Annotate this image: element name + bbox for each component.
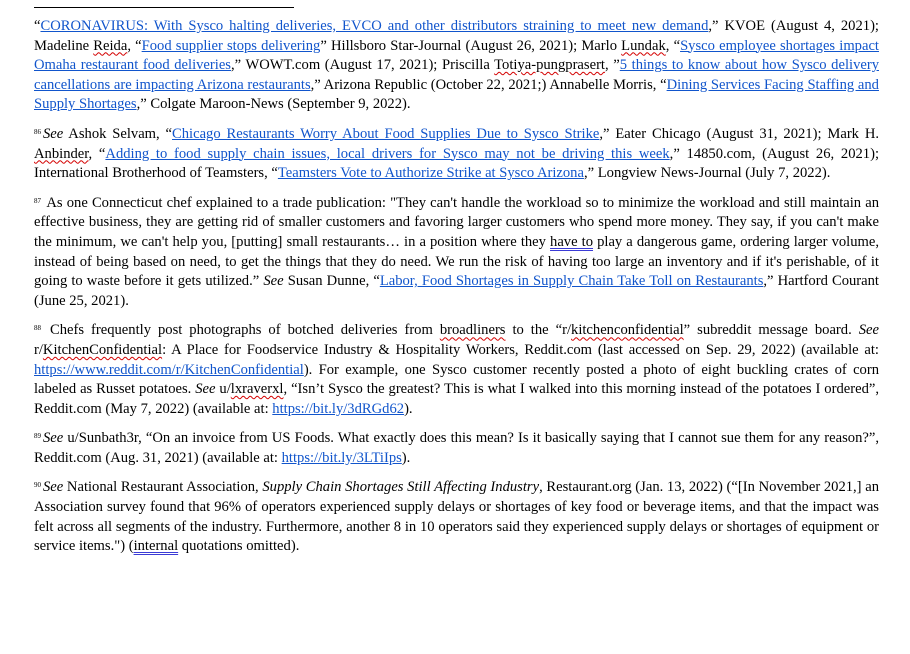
link[interactable]: Sysco employee shortages impact Omaha restaurant food deliveries [34, 37, 879, 74]
text: ,” 14850.com, (August 26, 2021); International Brotherhood of Teamsters, “ [34, 145, 880, 182]
link[interactable]: Chicago Restaurants Worry About Food Supplies Due to Sysco Strike [172, 125, 600, 142]
text: , Restaurant.org (Jan. 13, 2022) (“[In November 2021,] an Association survey found that 96% of operators experienced supply delays or shortages of key food or beverage items, and that the impact was felt across all segments of the industry. Furthermore, another 8 in 10 operators said they experienced supply delays or shortages of equipment or service items.") ( [34, 479, 879, 555]
text: ” subreddit message board. [683, 322, 859, 339]
text: ,” Longview News-Journal (July 7, 2022). [583, 165, 831, 182]
text: ). For example, one Sysco customer recently posted a photo of eight buckling crates of corn labeled as Russet potatoes. [34, 361, 879, 398]
text: Susan Dunne, “ [283, 273, 380, 290]
link[interactable]: https://bit.ly/3LTiIps [281, 449, 402, 466]
spell-flag: broadliners [439, 322, 506, 339]
grammar-flag: internal [133, 538, 179, 555]
footnote-88 [34, 321, 879, 419]
text: to the “r/ [505, 322, 572, 339]
text: “ [34, 18, 41, 34]
text: ). [404, 400, 413, 417]
link[interactable]: Food supplier stops delivering [141, 37, 321, 54]
footnote-90 [34, 478, 879, 556]
text: As one Connecticut chef explained to a trade publication: "They can't handle the workload so to minimize the workload and still maintain an effective business, they are getting rid of smaller customers and favoring larger customers who spend more money. They say, if you can't make the minimum, we can't help you, [putting] small restaurants… in a position where they [34, 194, 879, 250]
text: , “ [88, 145, 106, 162]
text: ,” WOWT.com (August 17, 2021); Priscilla [231, 57, 495, 74]
spell-flag: Lundak [621, 37, 666, 54]
footnote-87 [34, 194, 879, 312]
link[interactable]: Labor, Food Shortages in Supply Chain Take Toll on Restaurants [379, 273, 764, 290]
text: , ” [604, 57, 620, 74]
spell-flag: kitchenconfidential [571, 322, 684, 339]
text: u/Sunbath3r, “On an invoice from US Foods. What exactly does this mean? Is it basically saying that I cannot sue them for any reason?”, Reddit.com (Aug. 31, 2021) (available at: [34, 430, 879, 466]
signal-see: See [43, 430, 64, 447]
spell-flag: lxraverxl [230, 381, 284, 398]
text: ,” Arizona Republic (October 22, 2021;) Annabelle Morris, “ [310, 76, 667, 93]
text: , “ [665, 37, 681, 54]
footnote-85 [34, 17, 879, 115]
text: ,” KVOE (August 4, 2021); Madeline [34, 18, 879, 54]
text: play a dangerous game, ordering larger volume, instead of being based on need, to get the things that they do need. We run the risk of having too large an inventory and if it's perishable, of it going to waste before it gets utilized.” [34, 233, 879, 290]
footnote-number: 87 [34, 196, 41, 205]
article-title: Supply Chain Shortages Still Affecting Industry [262, 479, 540, 496]
footnote-number: 90 [34, 481, 41, 490]
text: Chefs frequently post photographs of botched deliveries from [43, 322, 440, 339]
text: ,” Colgate Maroon-News (September 9, 2022). [136, 96, 411, 113]
link[interactable]: https://www.reddit.com/r/KitchenConfidential [34, 361, 304, 378]
spell-flag: Totiya-pungprasert [494, 57, 605, 74]
footnote-number: 86 [34, 127, 41, 136]
footnote-89 [34, 429, 879, 468]
signal-see: See [195, 381, 216, 398]
text: Ashok Selvam, “ [63, 125, 173, 142]
footnotes [34, 17, 879, 567]
link[interactable]: 5 things to know about how Sysco delivery cancellations are impacting Arizona restaurants [34, 57, 879, 93]
footnote-number: 88 [34, 324, 41, 333]
link[interactable]: Adding to food supply chain issues, local drivers for Sysco may not be driving this week [105, 145, 670, 162]
text: quotations omitted). [178, 538, 300, 555]
signal-see: See [263, 273, 284, 290]
text: National Restaurant Association, [63, 479, 263, 496]
signal-see: See [43, 479, 64, 496]
footnote-86 [34, 125, 879, 184]
footnote-number: 89 [34, 432, 41, 441]
text: ” Hillsboro Star-Journal (August 26, 2021); Marlo [320, 37, 622, 54]
grammar-flag: have to [550, 233, 594, 250]
spell-flag: KitchenConfidential [42, 341, 163, 358]
spell-flag: Reida [93, 37, 128, 54]
text: : A Place for Foodservice Industry & Hospitality Workers, Reddit.com (last accessed on Sep. 29, 2022) (available at: [162, 341, 879, 358]
link[interactable]: CORONAVIRUS: With Sysco halting deliveries, EVCO and other distributors straining to meet new demand [40, 18, 709, 34]
text: r/ [34, 341, 43, 358]
text: , “Isn’t Sysco the greatest? This is what I walked into this morning instead of the potatoes I ordered”, Reddit.com (May 7, 2022) (available at: [34, 381, 880, 417]
text: ). [401, 449, 411, 466]
link[interactable]: Dining Services Facing Staffing and Supply Shortages [34, 76, 879, 113]
signal-see: See [858, 322, 879, 339]
text: , “ [127, 37, 142, 54]
link[interactable]: Teamsters Vote to Authorize Strike at Sysco Arizona [277, 165, 584, 182]
link[interactable]: https://bit.ly/3dRGd62 [272, 400, 405, 417]
text: u/ [215, 381, 231, 398]
signal-see: See [43, 125, 64, 142]
text: ,” Hartford Courant (June 25, 2021). [34, 273, 879, 309]
footnote-separator [34, 7, 294, 8]
text: ,” Eater Chicago (August 31, 2021); Mark H. [599, 125, 880, 142]
spell-flag: Anbinder [34, 145, 89, 162]
